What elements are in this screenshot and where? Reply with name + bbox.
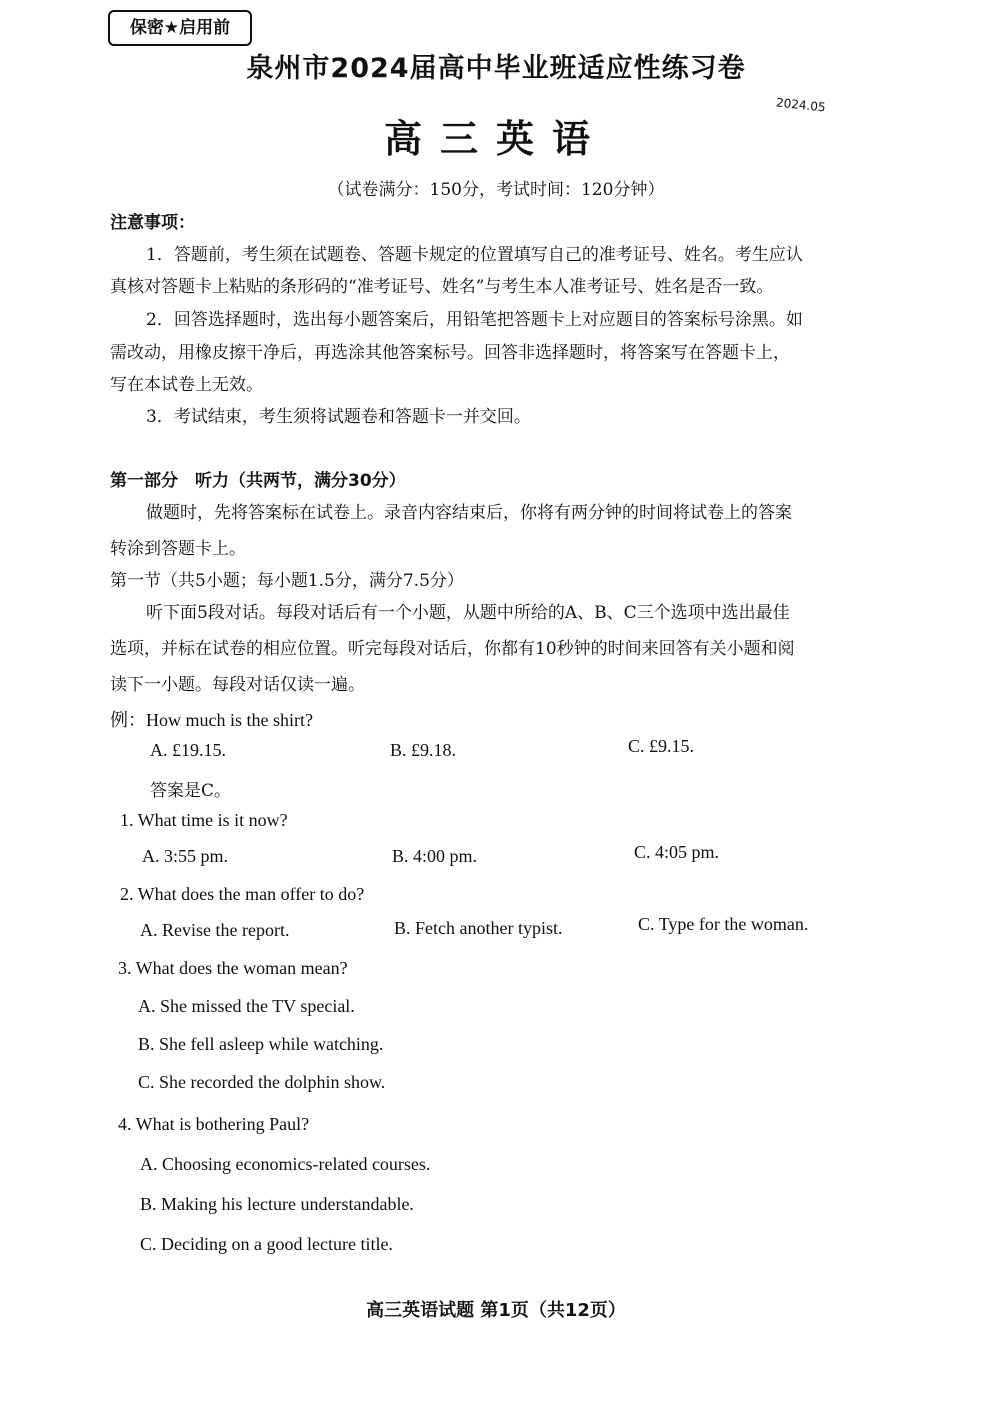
subject-title: 高三英语 bbox=[383, 117, 608, 161]
example-answer: 答案是C。 bbox=[150, 781, 232, 801]
option-a: A. Revise the report. bbox=[140, 920, 290, 940]
section1-instructions: 听下面5段对话。每段对话后有一个小题，从题中所给的A、B、C三个选项中选出最佳 bbox=[146, 603, 790, 623]
notes-line: 3．考试结束，考生须将试题卷和答题卡一并交回。 bbox=[146, 407, 531, 427]
confidential-stamp: 保密★启用前 bbox=[108, 10, 252, 46]
notes-line: 真核对答题卡上粘贴的条形码的“准考证号、姓名”与考生本人准考证号、姓名是否一致。 bbox=[110, 277, 774, 297]
option-a: A. 3:55 pm. bbox=[142, 846, 229, 866]
question-stem: 1. What time is it now? bbox=[120, 810, 288, 830]
notes-heading: 注意事项： bbox=[110, 213, 195, 233]
example-option-c: C. £9.15. bbox=[628, 736, 695, 756]
question-stem: 4. What is bothering Paul? bbox=[118, 1114, 310, 1134]
option-b: B. 4:00 pm. bbox=[392, 846, 478, 866]
option-c: C. She recorded the dolphin show. bbox=[138, 1072, 386, 1092]
section1-heading: 第一节（共5小题；每小题1.5分，满分7.5分） bbox=[110, 571, 464, 591]
example-question: 例：How much is the shirt? bbox=[110, 710, 313, 730]
option-b: B. She fell asleep while watching. bbox=[138, 1034, 384, 1054]
question-stem: 2. What does the man offer to do? bbox=[120, 884, 365, 904]
part1-intro: 做题时，先将答案标在试卷上。录音内容结束后，你将有两分钟的时间将试卷上的答案 bbox=[146, 503, 792, 523]
exam-title: 泉州市2024届高中毕业班适应性练习卷 bbox=[246, 53, 746, 84]
section1-instructions: 选项，并标在试卷的相应位置。听完每段对话后，你都有10秒钟的时间来回答有关小题和阅 bbox=[110, 639, 795, 659]
notes-line: 2．回答选择题时，选出每小题答案后，用铅笔把答题卡上对应题目的答案标号涂黑。如 bbox=[146, 310, 803, 330]
part1-intro: 转涂到答题卡上。 bbox=[110, 539, 246, 559]
notes-line: 1．答题前，考生须在试题卷、答题卡规定的位置填写自己的准考证号、姓名。考生应认 bbox=[146, 245, 803, 265]
option-c: C. Deciding on a good lecture title. bbox=[140, 1234, 393, 1254]
option-b: B. Making his lecture understandable. bbox=[140, 1194, 414, 1214]
option-a: A. Choosing economics-related courses. bbox=[140, 1154, 431, 1174]
option-c: C. 4:05 pm. bbox=[634, 842, 720, 862]
question-stem: 3. What does the woman mean? bbox=[118, 958, 348, 978]
section1-instructions: 读下一小题。每段对话仅读一遍。 bbox=[110, 675, 365, 695]
option-b: B. Fetch another typist. bbox=[394, 918, 563, 938]
notes-line: 需改动，用橡皮擦干净后，再选涂其他答案标号。回答非选择题时，将答案写在答题卡上， bbox=[110, 343, 790, 363]
example-option-b: B. £9.18. bbox=[390, 740, 457, 760]
page-footer: 高三英语试题 第1页（共12页） bbox=[366, 1300, 626, 1321]
option-c: C. Type for the woman. bbox=[638, 914, 809, 934]
example-option-a: A. £19.15. bbox=[150, 740, 226, 760]
option-a: A. She missed the TV special. bbox=[138, 996, 355, 1016]
notes-line: 写在本试卷上无效。 bbox=[110, 375, 263, 395]
exam-date: 2024.05 bbox=[775, 95, 827, 115]
exam-info: （试卷满分：150分，考试时间：120分钟） bbox=[327, 180, 665, 200]
part1-heading: 第一部分 听力（共两节，满分30分） bbox=[110, 471, 406, 491]
